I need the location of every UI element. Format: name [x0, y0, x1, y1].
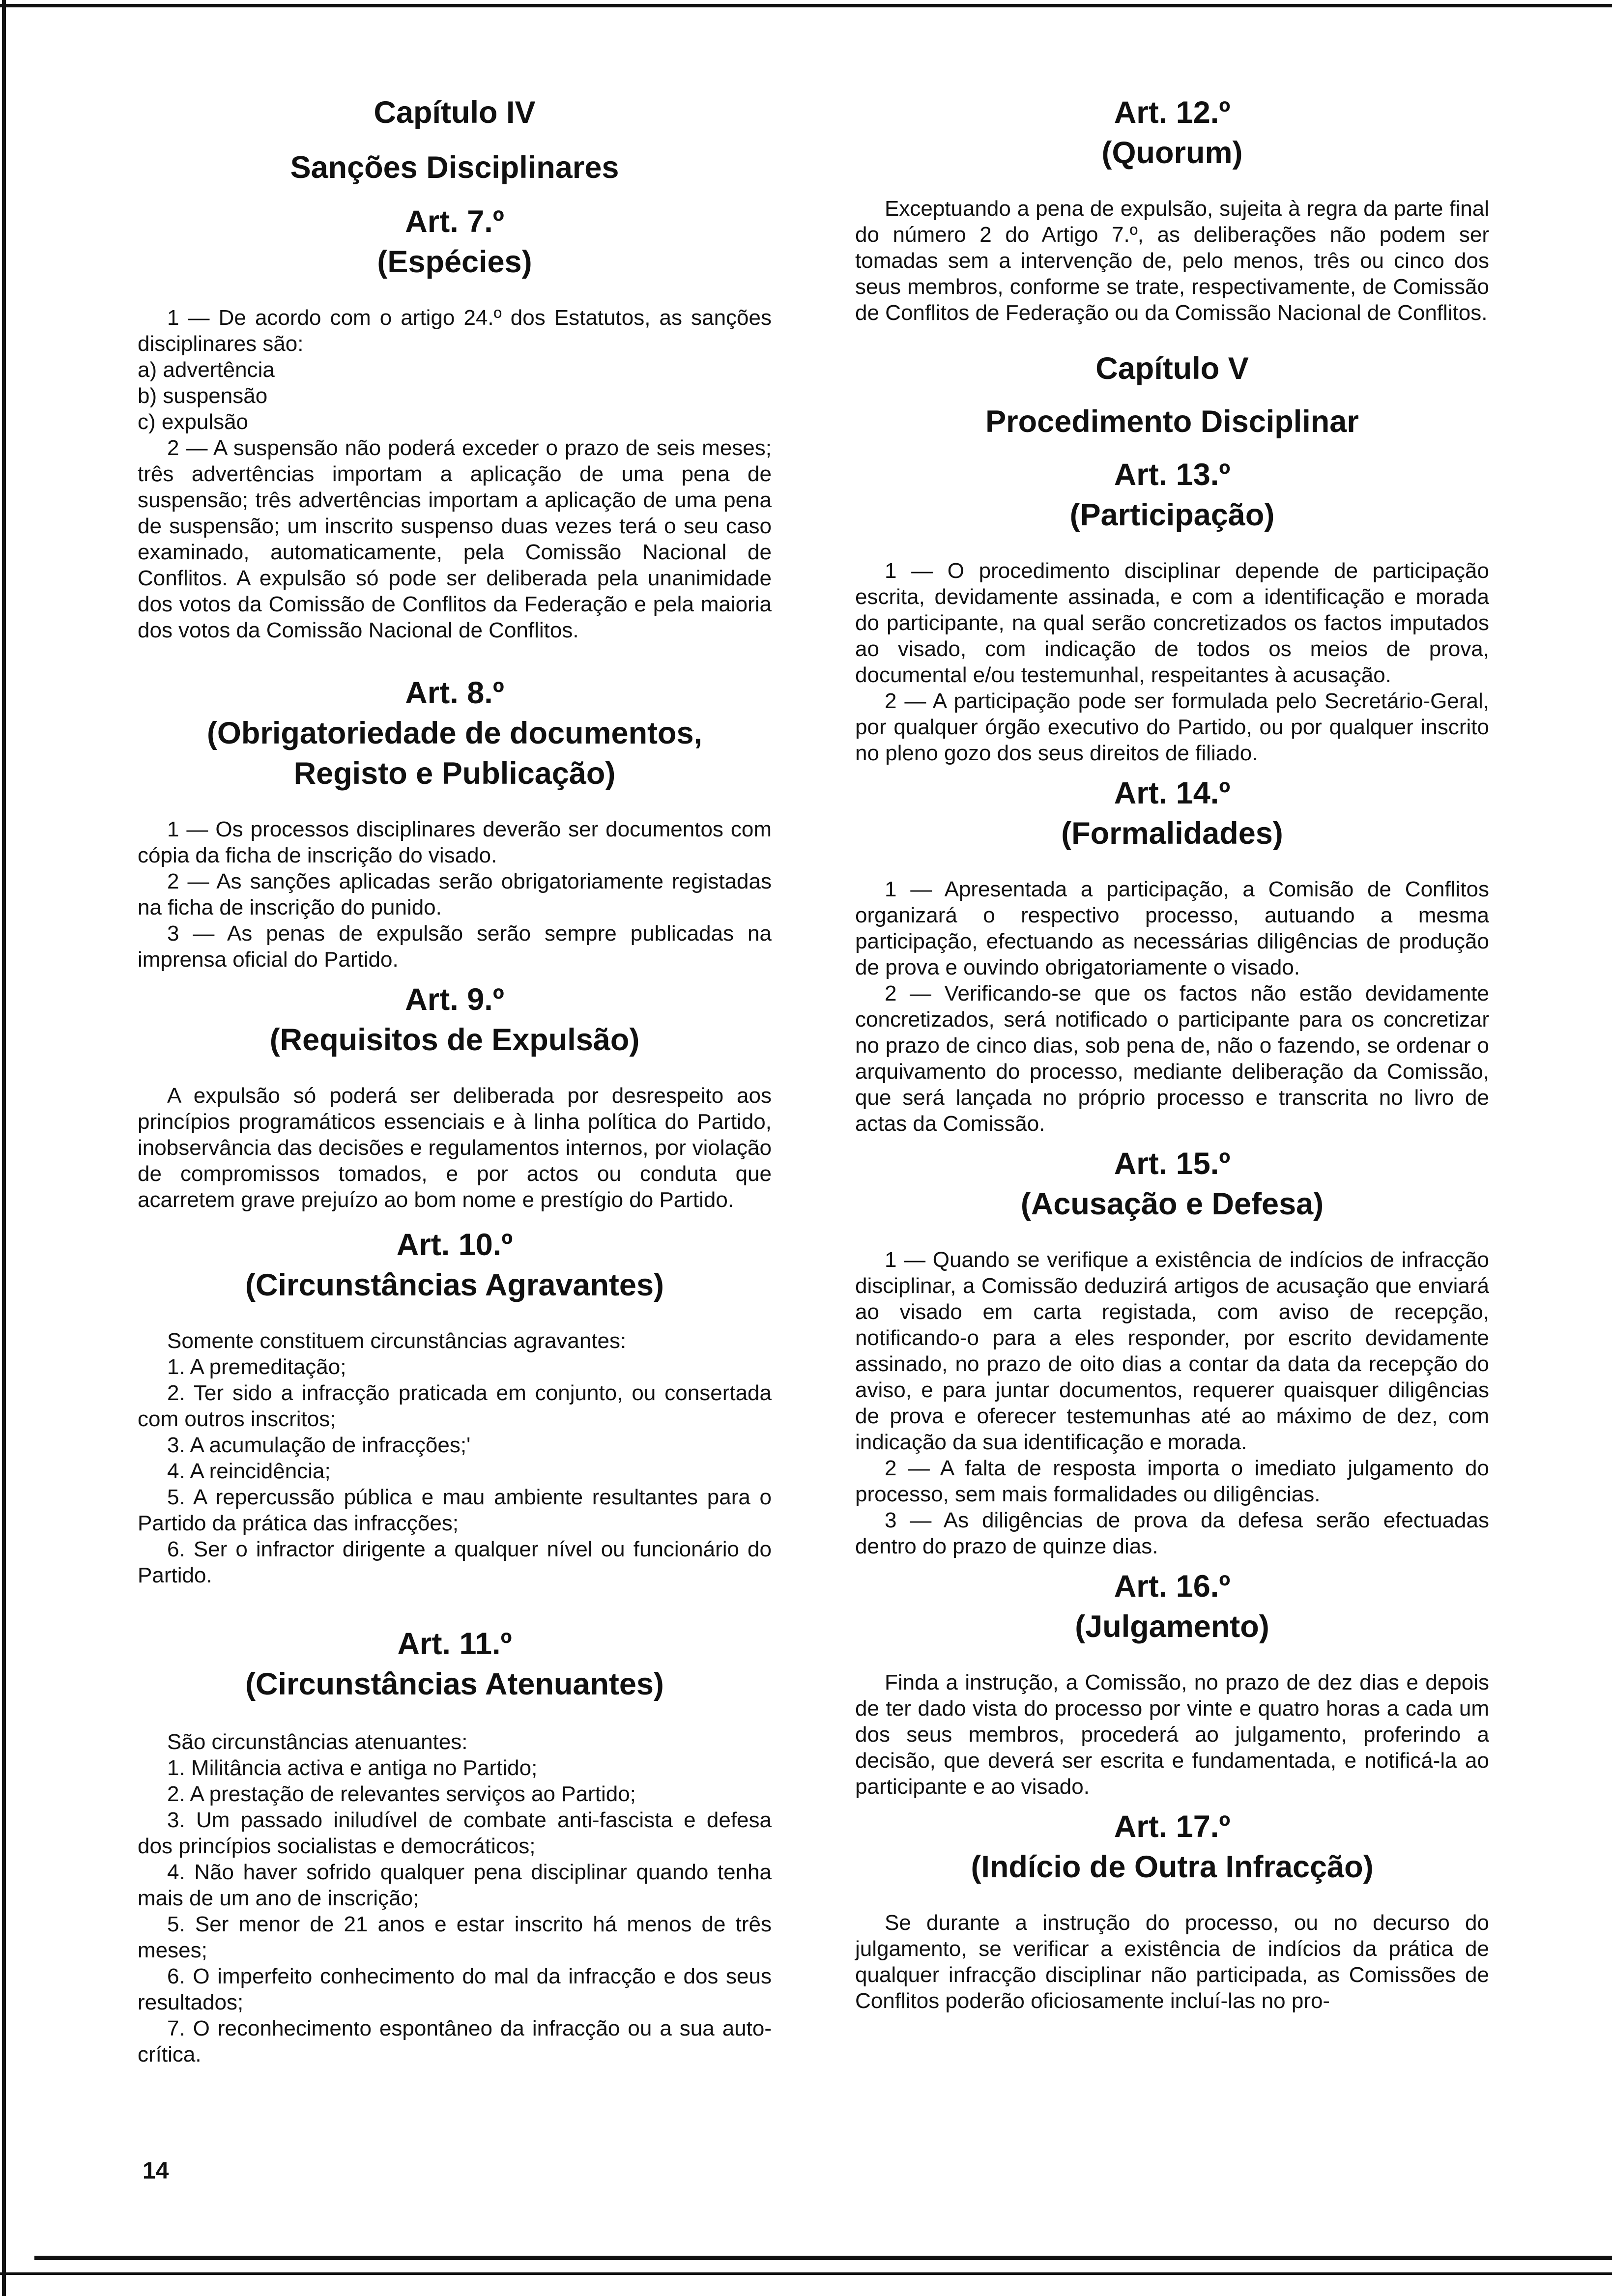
- article-15-paragraph-2: 2 — A falta de resposta importa o imediato julgamento do processo, sem mais formalidades ou diligências.: [855, 1456, 1489, 1506]
- article-12-paragraph: Exceptuando a pena de expulsão, sujeita à regra da parte final do número 2 do Artigo 7.º, as deliberações não podem ser tomadas sem a intervenção de, pelo menos, três ou cinco dos seus membros, conforme se trate, respectivamente, de Comissão de Conflitos de Federação ou da Comissão Nacional de Conflitos.: [855, 197, 1489, 325]
- article-17-paragraph: Se durante a instrução do processo, ou no decurso do julgamento, se verificar a existência de indícios da prática de qualquer infracção disciplinar não participada, as Comissões de Conflitos poderão oficiosamente incluí-las no pro-: [855, 1911, 1489, 2013]
- article-9-paragraph: A expulsão só poderá ser deliberada por desrespeito aos princípios programáticos essenciais e à linha política do Partido, inobservância das decisões e regulamentos internos, por violação de compromissos tomados, e por actos ou conduta que acarretem grave prejuízo ao bom nome e prestígio do Partido.: [138, 1084, 772, 1212]
- article-7-number: Art. 7.º: [405, 204, 504, 239]
- article-11-item-6: 6. O imperfeito conhecimento do mal da infracção e dos seus resultados;: [138, 1964, 772, 2014]
- article-7-item-b: b) suspensão: [138, 384, 268, 408]
- article-14-paragraph-1: 1 — Apresentada a participação, a Comisão de Conflitos organizará o respectivo processo, autuando a mesma participação, efectuando as necessárias diligências de produção de prova e ouvindo obrigatoriamente o visado.: [855, 877, 1489, 979]
- article-7-paragraph-1: 1 — De acordo com o artigo 24.º dos Estatutos, as sanções disciplinares são:: [138, 306, 772, 356]
- article-8-number: Art. 8.º: [405, 676, 504, 710]
- article-16-paragraph: Finda a instrução, a Comissão, no prazo de dez dias e depois de ter dado vista do processo por vinte e quatro horas a cada um dos seus membros, procederá ao julgamento, proferindo a decisão, que deverá ser escrita e fundamentada, e notificá-la ao participante e ao visado.: [855, 1670, 1489, 1799]
- article-11-item-1: 1. Militância activa e antiga no Partido;: [167, 1756, 538, 1780]
- article-10-item-3: 3. A acumulação de infracções;': [167, 1433, 471, 1457]
- article-9-title: (Requisitos de Expulsão): [269, 1023, 640, 1057]
- top-border-rule: [0, 4, 1612, 7]
- article-7-item-c: c) expulsão: [138, 410, 249, 434]
- article-11-item-5: 5. Ser menor de 21 anos e estar inscrito há menos de três meses;: [138, 1912, 772, 1962]
- article-10-item-1: 1. A premeditação;: [167, 1355, 346, 1379]
- left-column: [138, 84, 772, 2067]
- left-border-rule: [2, 0, 6, 2296]
- article-13-paragraph-2: 2 — A participação pode ser formulada pelo Secretário-Geral, por qualquer órgão executivo do Partido, ou por qualquer inscrito no pleno gozo dos seus direitos de filiado.: [855, 689, 1489, 765]
- article-10-title: (Circunstâncias Agravantes): [245, 1268, 664, 1302]
- article-8-paragraph-2: 2 — As sanções aplicadas serão obrigatoriamente registadas na ficha de inscrição do punido.: [138, 869, 772, 919]
- article-11-item-4: 4. Não haver sofrido qualquer pena disciplinar quando tenha mais de um ano de inscrição;: [138, 1860, 772, 1910]
- article-7-title: (Espécies): [377, 245, 532, 279]
- article-8-paragraph-3: 3 — As penas de expulsão serão sempre publicadas na imprensa oficial do Partido.: [138, 921, 772, 972]
- article-15-number: Art. 15.º: [1114, 1147, 1231, 1181]
- chapter-5-subtitle: Procedimento Disciplinar: [985, 404, 1359, 439]
- article-11-item-3: 3. Um passado iniludível de combate anti-fascista e defesa dos princípios socialistas e democráticos;: [138, 1808, 772, 1858]
- article-14-number: Art. 14.º: [1114, 776, 1231, 810]
- article-8-paragraph-1: 1 — Os processos disciplinares deverão ser documentos com cópia da ficha de inscrição do visado.: [138, 817, 772, 867]
- article-11-number: Art. 11.º: [397, 1627, 512, 1661]
- article-12-title: (Quorum): [1101, 136, 1243, 170]
- article-7-paragraph-2: 2 — A suspensão não poderá exceder o prazo de seis meses; três advertências importam a aplicação de uma pena de suspensão; três advertências importam a aplicação de uma pena de suspensão; um inscrito suspenso duas vezes terá o seu caso examinado, automaticamente, pela Comissão Nacional de Conflitos. A expulsão só pode ser deliberada pela unanimidade dos votos da Comissão de Conflitos da Federação e pela maioria dos votos da Comissão Nacional de Conflitos.: [138, 436, 772, 642]
- article-14-paragraph-2: 2 — Verificando-se que os factos não estão devidamente concretizados, será notificado o participante para os concretizar no prazo de cinco dias, sob pena de, não o fazendo, se ordenar o arquivamento do processo, mediante deliberação da Comissão, que será lançada no próprio processo e transcrita no livro de actas da Comissão.: [855, 981, 1489, 1136]
- article-17-title: (Indício de Outra Infracção): [971, 1850, 1374, 1884]
- article-11-item-2: 2. A prestação de relevantes serviços ao Partido;: [167, 1782, 636, 1806]
- article-10-item-2: 2. Ter sido a infracção praticada em conjunto, ou consertada com outros inscritos;: [138, 1381, 772, 1431]
- article-16-number: Art. 16.º: [1114, 1569, 1231, 1604]
- article-10-intro: Somente constituem circunstâncias agravantes:: [167, 1329, 627, 1353]
- bottom-border-rule: [34, 2256, 1612, 2260]
- article-13-number: Art. 13.º: [1114, 458, 1231, 492]
- article-13-title: (Participação): [1069, 498, 1275, 532]
- right-column: [855, 84, 1489, 2014]
- chapter-5-title: Capítulo V: [1095, 351, 1249, 386]
- article-16-title: (Julgamento): [1075, 1609, 1269, 1644]
- bottom-edge-rule: [0, 2272, 1612, 2275]
- article-10-item-6: 6. Ser o infractor dirigente a qualquer nível ou funcionário do Partido.: [138, 1537, 772, 1587]
- article-14-title: (Formalidades): [1061, 816, 1283, 851]
- page-number: 14: [143, 2158, 169, 2184]
- article-11-intro: São circunstâncias atenuantes:: [167, 1730, 468, 1754]
- chapter-4-title: Capítulo IV: [374, 95, 536, 130]
- article-17-number: Art. 17.º: [1114, 1809, 1231, 1844]
- article-7-item-a: a) advertência: [138, 358, 275, 382]
- article-15-title: (Acusação e Defesa): [1020, 1187, 1324, 1221]
- article-11-item-7: 7. O reconhecimento espontâneo da infracção ou a sua auto-crítica.: [138, 2016, 772, 2066]
- article-12-number: Art. 12.º: [1114, 95, 1231, 130]
- article-10-item-5: 5. A repercussão pública e mau ambiente resultantes para o Partido da prática das infracções;: [138, 1485, 772, 1535]
- chapter-4-subtitle: Sanções Disciplinares: [290, 150, 619, 185]
- article-13-paragraph-1: 1 — O procedimento disciplinar depende de participação escrita, devidamente assinada, e com a identificação e morada do participante, na qual serão concretizados os factos imputados ao visado, com indicação de todos os meios de prova, documental e/ou testemunhal, respeitantes à acusação.: [855, 559, 1489, 687]
- article-11-title: (Circunstâncias Atenuantes): [245, 1667, 664, 1701]
- article-15-paragraph-3: 3 — As diligências de prova da defesa serão efectuadas dentro do prazo de quinze dias.: [855, 1508, 1489, 1558]
- article-8-title-line-1: (Obrigatoriedade de documentos,: [206, 716, 703, 750]
- article-10-item-4: 4. A reincidência;: [167, 1459, 331, 1483]
- article-10-number: Art. 10.º: [396, 1228, 513, 1262]
- article-9-number: Art. 9.º: [405, 982, 504, 1017]
- article-8-title-line-2: Registo e Publicação): [293, 756, 616, 791]
- article-15-paragraph-1: 1 — Quando se verifique a existência de indícios de infracção disciplinar, a Comissão deduzirá artigos de acusação que enviará ao visado em carta registada, com aviso de recepção, notificando-o para a eles responder, por escrito devidamente assinado, no prazo de oito dias a contar da data da recepção do aviso, e para juntar documentos, requerer quaisquer diligências de prova e oferecer testemunhas até ao máximo de dez, com indicação da sua identificação e morada.: [855, 1248, 1489, 1454]
